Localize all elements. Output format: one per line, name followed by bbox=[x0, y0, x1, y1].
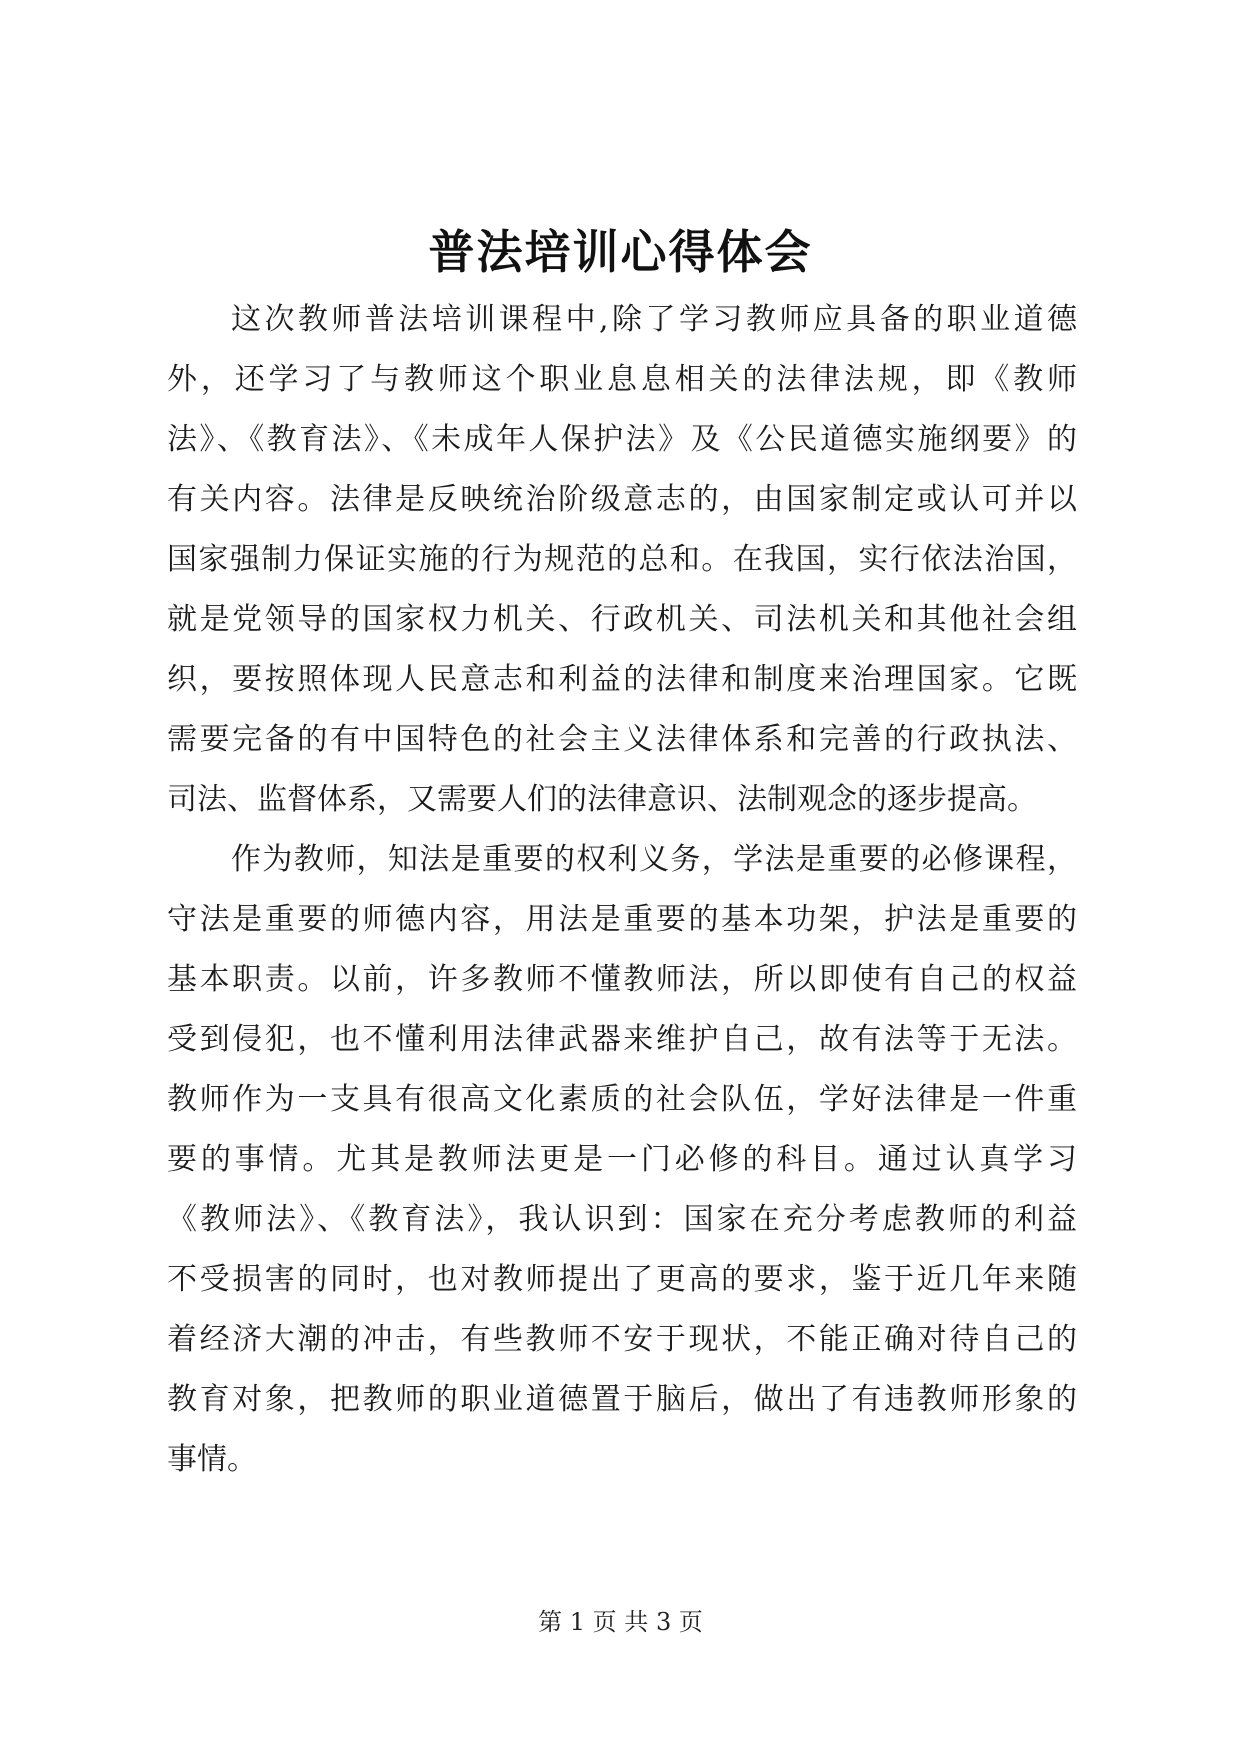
paragraph-line: 法》、《教育法》、《未成年人保护法》及《公民道德实施纲要》的 bbox=[167, 422, 1077, 457]
paragraph-line: 这次教师普法培训课程中,除了学习教师应具备的职业道德 bbox=[231, 302, 1077, 337]
paragraph-line: 教师作为一支具有很高文化素质的社会队伍，学好法律是一件重 bbox=[167, 1082, 1077, 1117]
paragraph-1 bbox=[167, 290, 1077, 830]
paragraph-line: 就是党领导的国家权力机关、行政机关、司法机关和其他社会组 bbox=[167, 602, 1077, 637]
paragraph-line: 外，还学习了与教师这个职业息息相关的法律法规，即《教师 bbox=[167, 362, 1077, 397]
paragraph-line: 基本职责。以前，许多教师不懂教师法，所以即使有自己的权益 bbox=[167, 962, 1077, 997]
paragraph-line: 织，要按照体现人民意志和利益的法律和制度来治理国家。它既 bbox=[167, 662, 1077, 697]
paragraph-line: 事情。 bbox=[167, 1442, 257, 1477]
paragraph-line: 有关内容。法律是反映统治阶级意志的，由国家制定或认可并以 bbox=[167, 482, 1077, 517]
paragraph-line: 国家强制力保证实施的行为规范的总和。在我国，实行依法治国， bbox=[167, 542, 1077, 577]
paragraph-line: 要的事情。尤其是教师法更是一门必修的科目。通过认真学习 bbox=[167, 1142, 1077, 1177]
paragraph-line: 《教师法》、《教育法》，我认识到：国家在充分考虑教师的利益 bbox=[167, 1202, 1077, 1237]
document-body bbox=[167, 290, 1077, 1490]
page-number-footer: 第 1 页 共 3 页 bbox=[538, 1608, 703, 1636]
document-title: 普法培训心得体会 bbox=[428, 225, 813, 279]
paragraph-line: 教育对象，把教师的职业道德置于脑后，做出了有违教师形象的 bbox=[167, 1382, 1077, 1417]
paragraph-line: 需要完备的有中国特色的社会主义法律体系和完善的行政执法、 bbox=[167, 722, 1077, 757]
paragraph-line: 作为教师，知法是重要的权利义务，学法是重要的必修课程， bbox=[231, 842, 1077, 877]
paragraph-line: 着经济大潮的冲击，有些教师不安于现状，不能正确对待自己的 bbox=[167, 1322, 1077, 1357]
paragraph-line: 守法是重要的师德内容，用法是重要的基本功架，护法是重要的 bbox=[167, 902, 1077, 937]
paragraph-2 bbox=[167, 830, 1077, 1490]
paragraph-line: 不受损害的同时，也对教师提出了更高的要求，鉴于近几年来随 bbox=[167, 1262, 1077, 1297]
paragraph-line: 受到侵犯，也不懂利用法律武器来维护自己，故有法等于无法。 bbox=[167, 1022, 1077, 1057]
paragraph-line: 司法、监督体系，又需要人们的法律意识、法制观念的逐步提高。 bbox=[167, 782, 1037, 817]
